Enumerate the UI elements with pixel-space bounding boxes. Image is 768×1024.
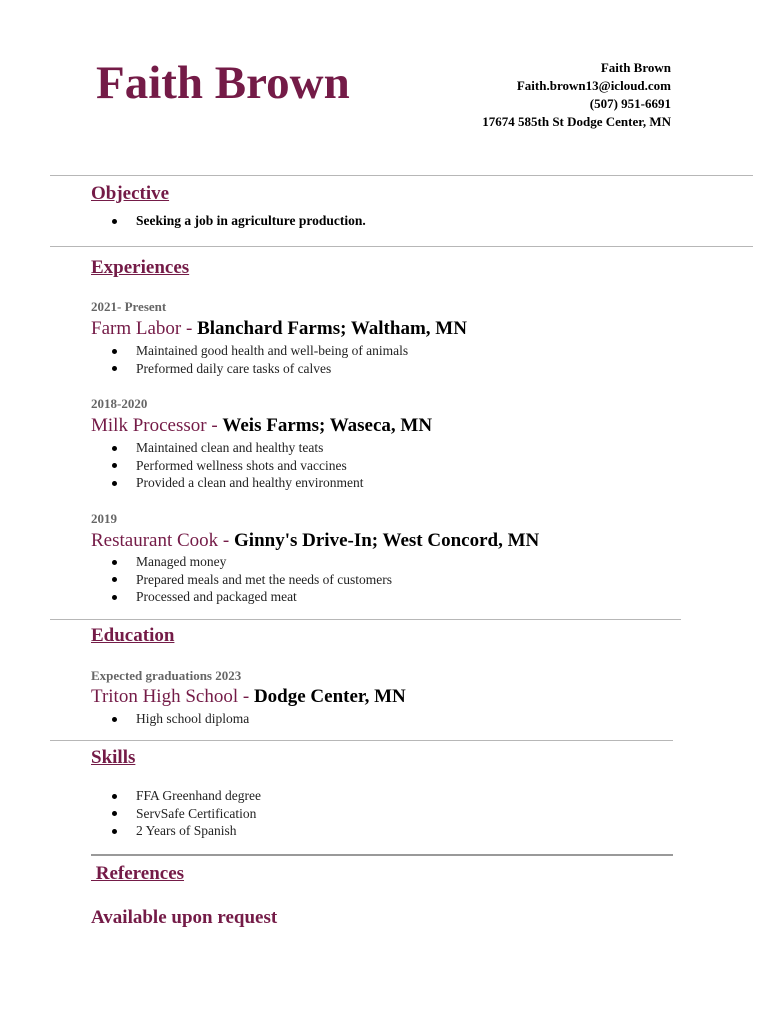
education-date: Expected graduations 2023 <box>91 668 242 683</box>
list-item: Performed wellness shots and vaccines <box>91 457 364 475</box>
list-item: Maintained good health and well-being of animals <box>91 342 408 360</box>
divider <box>50 175 753 176</box>
section-heading-objective: Objective <box>91 183 170 204</box>
job-bullets <box>91 439 364 492</box>
list-item: Preformed daily care tasks of calves <box>91 360 408 378</box>
section-heading-education: Education <box>91 625 175 646</box>
contact-address: 17674 585th St Dodge Center, MN <box>482 114 671 129</box>
list-item: High school diploma <box>91 710 249 728</box>
objective-list <box>91 212 366 230</box>
contact-email: Faith.brown13@icloud.com <box>516 78 671 93</box>
job-employer: Weis Farms; Waseca, MN <box>222 415 433 436</box>
skills-list <box>91 787 261 840</box>
job-role: Restaurant Cook - <box>91 530 235 551</box>
resume-name: Faith Brown <box>96 57 350 109</box>
contact-name: Faith Brown <box>600 60 671 75</box>
school-name: Triton High School - <box>91 686 254 707</box>
list-item: Prepared meals and met the needs of customers <box>91 571 392 589</box>
divider <box>50 619 681 620</box>
section-heading-references: References <box>91 863 185 884</box>
job-date: 2019 <box>91 511 117 526</box>
job-bullets <box>91 342 408 377</box>
job-title <box>91 415 432 437</box>
education-title <box>91 686 406 708</box>
contact-block <box>482 59 671 131</box>
job-title <box>91 530 539 552</box>
list-item: Processed and packaged meat <box>91 588 392 606</box>
list-item: Maintained clean and healthy teats <box>91 439 364 457</box>
list-item: Seeking a job in agriculture production. <box>91 212 366 230</box>
list-item: Provided a clean and healthy environment <box>91 474 364 492</box>
list-item: 2 Years of Spanish <box>91 822 261 840</box>
list-item: Managed money <box>91 553 392 571</box>
list-item: ServSafe Certification <box>91 805 261 823</box>
job-date: 2021- Present <box>91 299 167 314</box>
job-employer: Blanchard Farms; Waltham, MN <box>197 318 467 339</box>
divider <box>50 740 673 741</box>
job-employer: Ginny's Drive-In; West Concord, MN <box>234 530 540 551</box>
job-date: 2018-2020 <box>91 396 148 411</box>
divider <box>50 246 753 247</box>
job-role: Milk Processor - <box>91 415 223 436</box>
job-bullets <box>91 553 392 606</box>
list-item: FFA Greenhand degree <box>91 787 261 805</box>
divider <box>91 854 673 856</box>
references-text: Available upon request <box>91 907 278 928</box>
section-heading-skills: Skills <box>91 747 136 768</box>
job-role: Farm Labor - <box>91 318 198 339</box>
section-heading-experiences: Experiences <box>91 257 190 278</box>
contact-phone: (507) 951-6691 <box>589 96 671 111</box>
job-title <box>91 318 467 340</box>
education-bullets <box>91 710 249 728</box>
school-location: Dodge Center, MN <box>253 686 406 707</box>
